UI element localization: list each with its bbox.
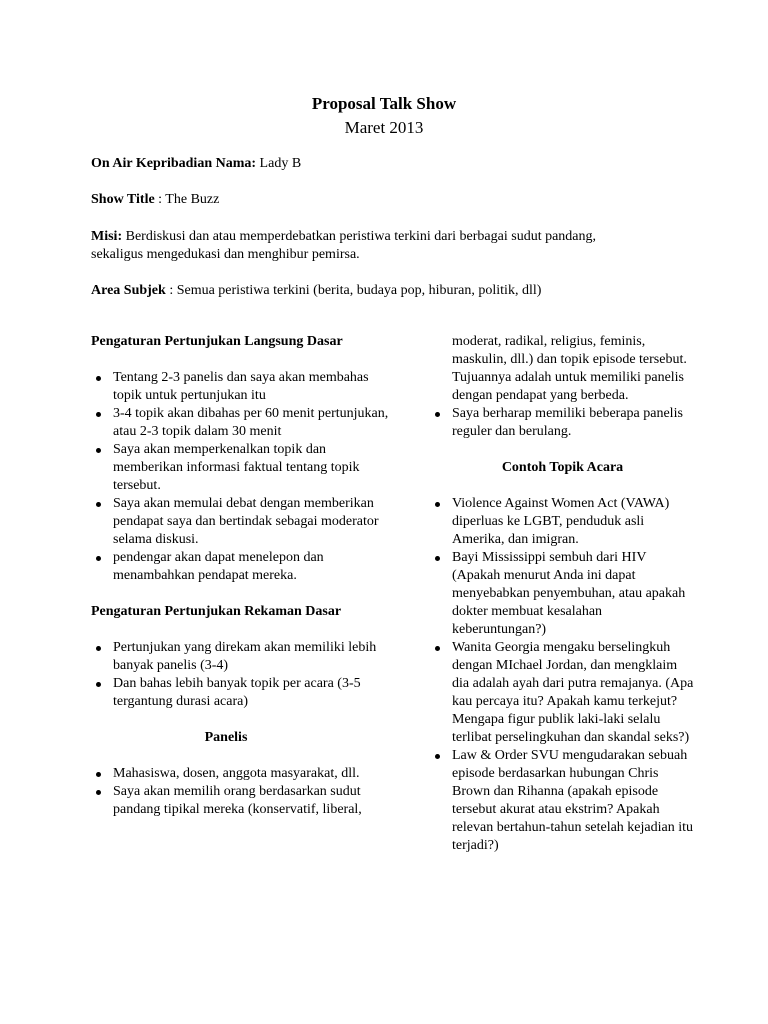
list-item-text: Saya akan memulai debat dengan memberikan pendapat saya dan bertindak sebagai moderator selama diskusi.	[113, 496, 379, 547]
panelis-list-continued	[430, 405, 695, 441]
list-item-text: Saya berharap memiliki beberapa panelis reguler dan berulang.	[452, 406, 683, 439]
topics-list	[430, 495, 695, 855]
on-air-value: Lady B	[256, 156, 302, 171]
misi-label: Misi:	[91, 229, 123, 244]
panelis-continued	[430, 333, 695, 405]
misi-value: Berdiskusi dan atau memperdebatkan peristiwa terkini dari berbagai sudut pandang, sekaligus mengedukasi dan menghibur pemirsa.	[91, 229, 597, 262]
area-subjek-field	[91, 282, 651, 300]
list-item-text: Dan bahas lebih banyak topik per acara (3-5 tergantung durasi acara)	[113, 676, 361, 709]
list-item	[91, 549, 391, 585]
misi-field	[91, 228, 651, 264]
topics-heading: Contoh Topik Acara	[501, 460, 624, 475]
show-title-field	[91, 191, 651, 209]
list-item	[430, 495, 695, 549]
list-item	[91, 765, 391, 783]
list-item-text: 3-4 topik akan dibahas per 60 menit pertunjukan, atau 2-3 topik dalam 30 menit	[113, 406, 389, 439]
list-item	[91, 675, 391, 711]
panelis-list	[91, 765, 391, 819]
left-column	[91, 333, 391, 819]
list-item	[430, 549, 695, 639]
panelis-heading: Panelis	[204, 730, 248, 745]
list-item	[91, 405, 391, 441]
list-item	[430, 639, 695, 747]
right-column	[430, 333, 695, 855]
list-item-text: Bayi Mississippi sembuh dari HIV (Apakah menurut Anda ini dapat menyebabkan penyembuhan, atau apakah dokter membuat kesalahan keberuntungan?)	[452, 550, 686, 637]
list-item	[430, 405, 695, 441]
show-title-label: Show Title	[91, 192, 155, 207]
list-item-text: Tentang 2-3 panelis dan saya akan membahas topik untuk pertunjukan itu	[113, 370, 369, 403]
live-setup-heading: Pengaturan Pertunjukan Langsung Dasar	[91, 334, 343, 349]
list-item	[91, 783, 391, 819]
panelis-continued-text: moderat, radikal, religius, feminis, maskulin, dll.) dan topik episode tersebut. Tujuannya adalah untuk memiliki panelis dengan pendapat yang berbeda.	[452, 334, 687, 403]
show-title-value: : The Buzz	[154, 192, 220, 207]
area-subjek-value: : Semua peristiwa terkini (berita, budaya pop, hiburan, politik, dll)	[165, 283, 542, 298]
live-setup-list	[91, 369, 391, 585]
document-title: Proposal Talk Show	[311, 94, 457, 113]
list-item-text: Wanita Georgia mengaku berselingkuh dengan MIchael Jordan, dan mengklaim dia adalah ayah dari putra remajanya. (Apa kau percaya itu? Apakah kamu terkejut? Mengapa figur publik laki-laki selalu terlibat perselingkuhan dan skandal seks?)	[452, 640, 694, 745]
recorded-setup-heading: Pengaturan Pertunjukan Rekaman Dasar	[91, 604, 342, 619]
on-air-label: On Air Kepribadian Nama:	[91, 156, 257, 171]
list-item-text: Saya akan memperkenalkan topik dan memberikan informasi faktual tentang topik tersebut.	[113, 442, 360, 493]
document-date: Maret 2013	[344, 118, 424, 137]
list-item	[91, 369, 391, 405]
on-air-field	[91, 155, 651, 173]
recorded-setup-list	[91, 639, 391, 711]
list-item-text: Saya akan memilih orang berdasarkan sudut pandang tipikal mereka (konservatif, liberal,	[113, 784, 362, 817]
list-item-text: Violence Against Women Act (VAWA) diperluas ke LGBT, penduduk asli Amerika, dan imigran.	[452, 496, 670, 547]
list-item-text: Mahasiswa, dosen, anggota masyarakat, dll.	[113, 766, 360, 781]
list-item	[91, 441, 391, 495]
area-subjek-label: Area Subjek	[91, 283, 166, 298]
list-item	[91, 639, 391, 675]
list-item	[91, 495, 391, 549]
list-item-text: pendengar akan dapat menelepon dan menambahkan pendapat mereka.	[113, 550, 324, 583]
list-item-text: Law & Order SVU mengudarakan sebuah episode berdasarkan hubungan Chris Brown dan Rihanna (apakah episode tersebut akurat atau ekstrim? Apakah relevan bertahun-tahun setelah kejadian itu terjadi?)	[452, 748, 694, 853]
list-item	[430, 747, 695, 855]
list-item-text: Pertunjukan yang direkam akan memiliki lebih banyak panelis (3-4)	[113, 640, 377, 673]
